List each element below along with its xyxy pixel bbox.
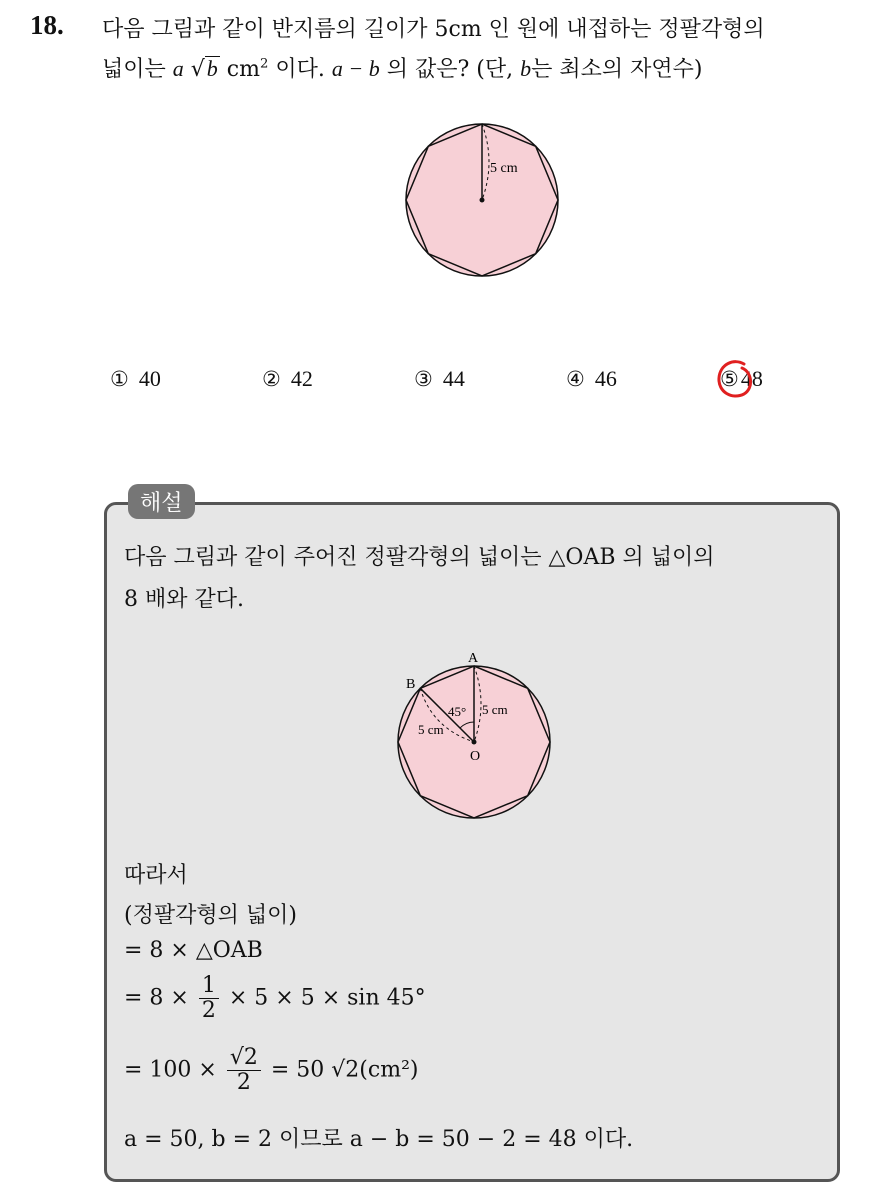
solution-step-3: = 8 × △OAB	[124, 938, 263, 963]
solution-tag: 해설	[128, 484, 195, 519]
octagon-solution-figure	[390, 650, 560, 826]
choice-5[interactable]	[720, 366, 763, 392]
radius-label-OB: 5 cm	[418, 722, 444, 737]
question-text: 이다.	[275, 57, 325, 82]
question-text: 넓이는	[102, 57, 166, 82]
numerator: √2	[227, 1046, 261, 1071]
choice-value: 42	[290, 366, 313, 391]
solution-step-2: (정팔각형의 넓이)	[124, 903, 297, 928]
choice-2[interactable]	[262, 366, 313, 392]
answer-circle-icon	[714, 358, 756, 402]
question-text: 의 값은? (단,	[386, 57, 514, 82]
solution-step-4	[124, 974, 426, 1023]
solution-line-1: 다음 그림과 같이 주어진 정팔각형의 넓이는 △OAB 의 넓이의	[124, 545, 715, 570]
question-line-2	[102, 52, 702, 83]
var-a: a	[172, 56, 184, 81]
choice-mark: ②	[262, 367, 281, 391]
var-b: b	[206, 56, 218, 81]
choice-mark: ⑤	[720, 367, 739, 391]
label-B: B	[406, 677, 416, 692]
var-b: b	[520, 56, 532, 81]
sqrt-b: √b	[190, 56, 218, 82]
expr: = 8 ×	[124, 985, 189, 1011]
unit-exp: 2	[259, 56, 269, 72]
center-point	[480, 198, 485, 203]
question-number: 18.	[30, 10, 64, 40]
question-text: 는 최소의 자연수)	[531, 57, 703, 82]
fraction-root2-over-2	[227, 1046, 261, 1095]
solution-line-2: 8 배와 같다.	[124, 587, 244, 612]
expr: × 5 × 5 × sin 45°	[228, 985, 426, 1011]
choice-mark: ①	[110, 367, 129, 391]
unit: cm	[226, 57, 260, 82]
label-O: O	[470, 749, 481, 764]
label-A: A	[468, 651, 479, 666]
choice-mark: ④	[566, 367, 585, 391]
angle-label: 45°	[448, 704, 467, 719]
choice-value: 46	[594, 366, 617, 391]
expr-a-minus-b: a − b	[331, 56, 380, 81]
solution-step-5	[124, 1046, 418, 1095]
choice-value: 48	[740, 366, 763, 391]
solution-step-1: 따라서	[124, 863, 188, 888]
choice-3[interactable]	[414, 366, 465, 392]
center-point	[472, 740, 477, 745]
radius-label: 5 cm	[490, 161, 518, 176]
octagon-figure	[400, 118, 564, 282]
choice-value: 40	[138, 366, 161, 391]
question-line-1: 다음 그림과 같이 반지름의 길이가 5cm 인 원에 내접하는 정팔각형의	[102, 17, 765, 42]
expr: = 50 √2(cm²)	[270, 1057, 419, 1083]
fraction-half	[199, 974, 219, 1023]
choice-mark: ③	[414, 367, 433, 391]
choice-value: 44	[442, 366, 465, 391]
denominator: 2	[236, 1070, 251, 1096]
choice-1[interactable]	[110, 366, 161, 392]
denominator: 2	[201, 998, 216, 1024]
solution-conclusion: a = 50, b = 2 이므로 a − b = 50 − 2 = 48 이다.	[124, 1127, 634, 1152]
numerator: 1	[199, 974, 219, 999]
expr: = 100 ×	[124, 1057, 217, 1083]
radius-label-OA: 5 cm	[482, 702, 508, 717]
choice-4[interactable]	[566, 366, 617, 392]
